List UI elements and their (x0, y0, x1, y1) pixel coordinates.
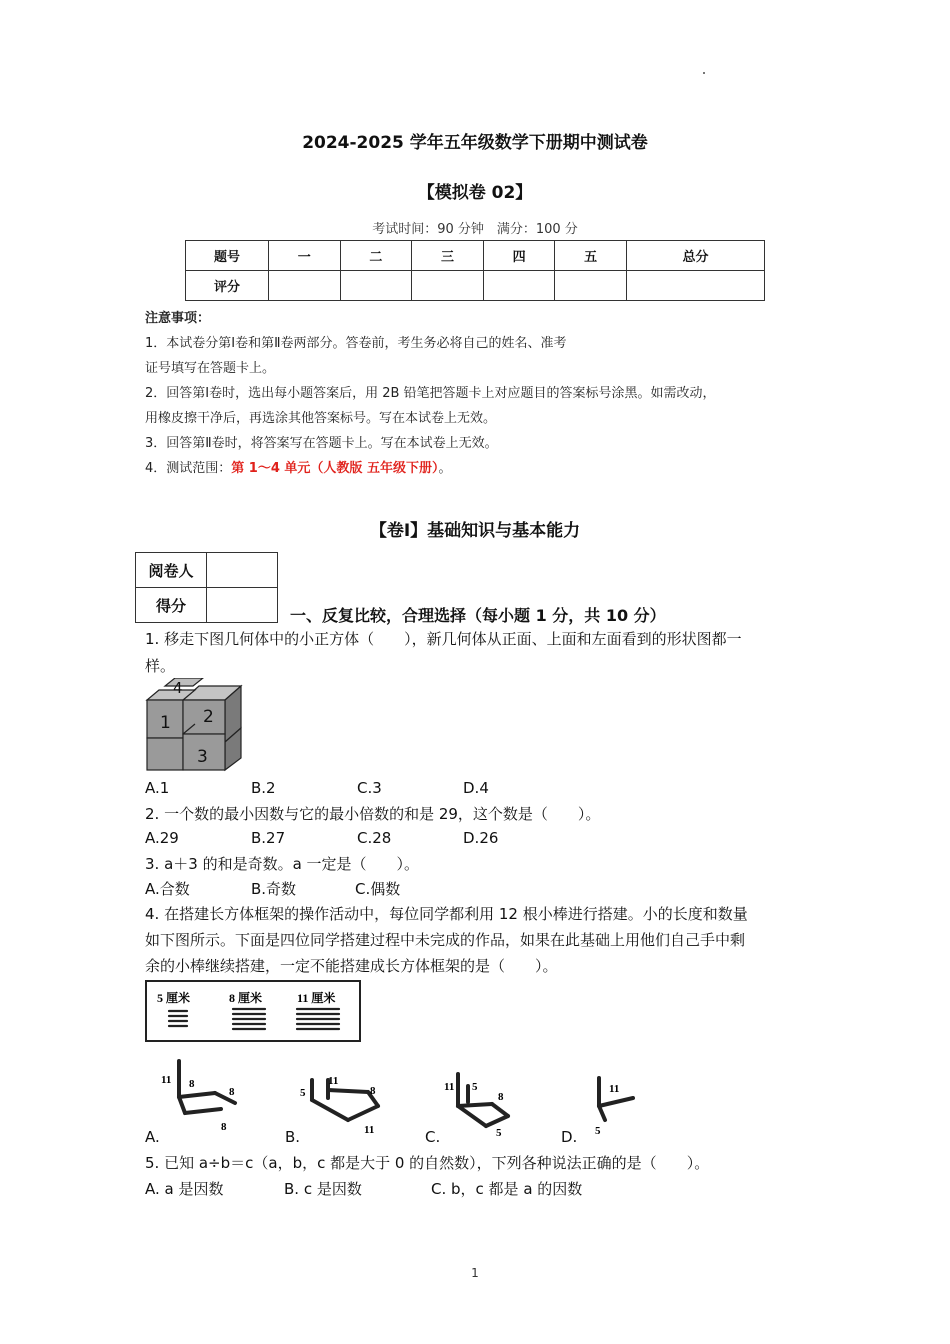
option[interactable]: C.偶数 (355, 880, 401, 898)
q5-text: 5. 已知 a÷b＝c（a，b，c 都是大于 0 的自然数），下列各种说法正确的是（ ）。 (145, 1154, 710, 1172)
stray-dot (703, 72, 705, 74)
option[interactable]: A. (145, 1128, 160, 1146)
score-cell[interactable] (412, 271, 484, 301)
page-number: 1 (471, 1266, 479, 1280)
score-header-cell: 四 (483, 241, 555, 271)
q4-text-cont: 余的小棒继续搭建，一定不能搭建成长方体框架的是（ ）。 (145, 957, 558, 975)
option[interactable]: C.3 (357, 779, 382, 797)
note4-suffix: 。 (438, 461, 452, 476)
note4-prefix: 4．测试范围： (145, 461, 232, 476)
option[interactable]: D.26 (463, 829, 499, 847)
notes-title: 注意事项： (145, 311, 211, 326)
score-header-cell: 总分 (626, 241, 764, 271)
stick-label: 8 厘米 (229, 991, 263, 1005)
stick-label: 11 厘米 (297, 991, 336, 1005)
frame-label: 11 (328, 1075, 339, 1087)
frame-label: 8 (221, 1121, 227, 1133)
frame-label: 11 (444, 1081, 455, 1093)
score-cell[interactable] (626, 271, 764, 301)
score-header-cell: 五 (555, 241, 627, 271)
stick-label: 5 厘米 (157, 991, 191, 1005)
frame-label: 5 (472, 1081, 478, 1093)
frame-b-figure (298, 1070, 388, 1136)
exam-title: 2024-2025 学年五年级数学下册期中测试卷 (302, 133, 648, 153)
option[interactable]: B. c 是因数 (284, 1180, 362, 1198)
frame-c-figure (442, 1068, 522, 1138)
note-line: 用橡皮擦干净后，再选涂其他答案标号。写在本试卷上无效。 (145, 411, 497, 426)
score-row-label: 评分 (186, 271, 269, 301)
option[interactable]: A.29 (145, 829, 179, 847)
frame-label: 8 (370, 1085, 376, 1097)
score-header-cell: 三 (412, 241, 484, 271)
note-line: 1．本试卷分第Ⅰ卷和第Ⅱ卷两部分。答卷前，考生务必将自己的姓名、准考 (145, 336, 567, 351)
sticks-figure (145, 980, 361, 1042)
score-cell[interactable] (555, 271, 627, 301)
cube-label: 3 (197, 747, 208, 767)
frame-label: 5 (300, 1087, 306, 1099)
frame-label: 11 (161, 1074, 172, 1086)
option[interactable]: C.28 (357, 829, 392, 847)
cube-label: 4 (173, 679, 183, 697)
score-label: 得分 (136, 588, 207, 623)
q4-text: 4. 在搭建长方体框架的操作活动中，每位同学都利用 12 根小棒进行搭建。小的长度和数量 (145, 905, 748, 923)
option[interactable]: A. a 是因数 (145, 1180, 224, 1198)
score-table (185, 240, 765, 301)
option[interactable]: A.1 (145, 779, 170, 797)
note-line: 2．回答第Ⅰ卷时，选出每小题答案后，用 2B 铅笔把答题卡上对应题目的答案标号涂黑。如需改动， (145, 386, 716, 401)
q4-text-cont: 如下图所示。下面是四位同学搭建过程中未完成的作品，如果在此基础上用他们自己手中剩 (145, 931, 746, 949)
option[interactable]: B. (285, 1128, 301, 1146)
grader-score-cell[interactable] (207, 588, 278, 623)
grader-cell[interactable] (207, 553, 278, 588)
part-title: 一、反复比较，合理选择（每小题 1 分，共 10 分） (290, 606, 666, 625)
option[interactable]: D.4 (463, 779, 489, 797)
frame-label: 11 (609, 1083, 620, 1095)
q1-text-cont: 样。 (145, 657, 176, 675)
cube-figure (145, 678, 245, 774)
score-cell[interactable] (483, 271, 555, 301)
score-cell[interactable] (340, 271, 412, 301)
frame-label: 5 (595, 1125, 601, 1137)
grader-label: 阅卷人 (136, 553, 207, 588)
cube-label: 2 (203, 707, 214, 727)
frame-a-figure (155, 1055, 245, 1135)
frame-label: 8 (229, 1086, 235, 1098)
frame-label: 8 (498, 1091, 504, 1103)
note-line: 3．回答第Ⅱ卷时，将答案写在答题卡上。写在本试卷上无效。 (145, 436, 498, 451)
option[interactable]: B.27 (251, 829, 286, 847)
grader-table (135, 552, 278, 623)
frame-label: 5 (496, 1127, 502, 1138)
exam-info: 考试时间：90 分钟 满分：100 分 (372, 222, 578, 237)
option[interactable]: A.合数 (145, 880, 190, 898)
frame-d-figure (585, 1072, 645, 1138)
exam-subtitle: 【模拟卷 02】 (417, 183, 533, 203)
option[interactable]: C. b，c 都是 a 的因数 (431, 1180, 583, 1198)
test-range: 第 1～4 单元（人教版 五年级下册） (231, 461, 439, 476)
option[interactable]: D. (561, 1128, 578, 1146)
note-line: 证号填写在答题卡上。 (145, 361, 276, 376)
option[interactable]: C. (425, 1128, 441, 1146)
score-header-cell: 题号 (186, 241, 269, 271)
score-header-cell: 一 (269, 241, 341, 271)
section-title: 【卷Ⅰ】基础知识与基本能力 (369, 521, 581, 541)
q1-text: 1. 移走下图几何体中的小正方体（ ），新几何体从正面、上面和左面看到的形状图都一 (145, 630, 742, 648)
frame-label: 8 (189, 1078, 195, 1090)
option[interactable]: B.2 (251, 779, 276, 797)
q3-text: 3. a＋3 的和是奇数。a 一定是（ ）。 (145, 855, 420, 873)
frame-label: 11 (364, 1124, 375, 1136)
cube-label: 1 (160, 713, 171, 733)
option[interactable]: B.奇数 (251, 880, 297, 898)
q2-text: 2. 一个数的最小因数与它的最小倍数的和是 29，这个数是（ ）。 (145, 805, 601, 823)
score-cell[interactable] (269, 271, 341, 301)
note-line-4 (145, 457, 451, 476)
score-header-cell: 二 (340, 241, 412, 271)
